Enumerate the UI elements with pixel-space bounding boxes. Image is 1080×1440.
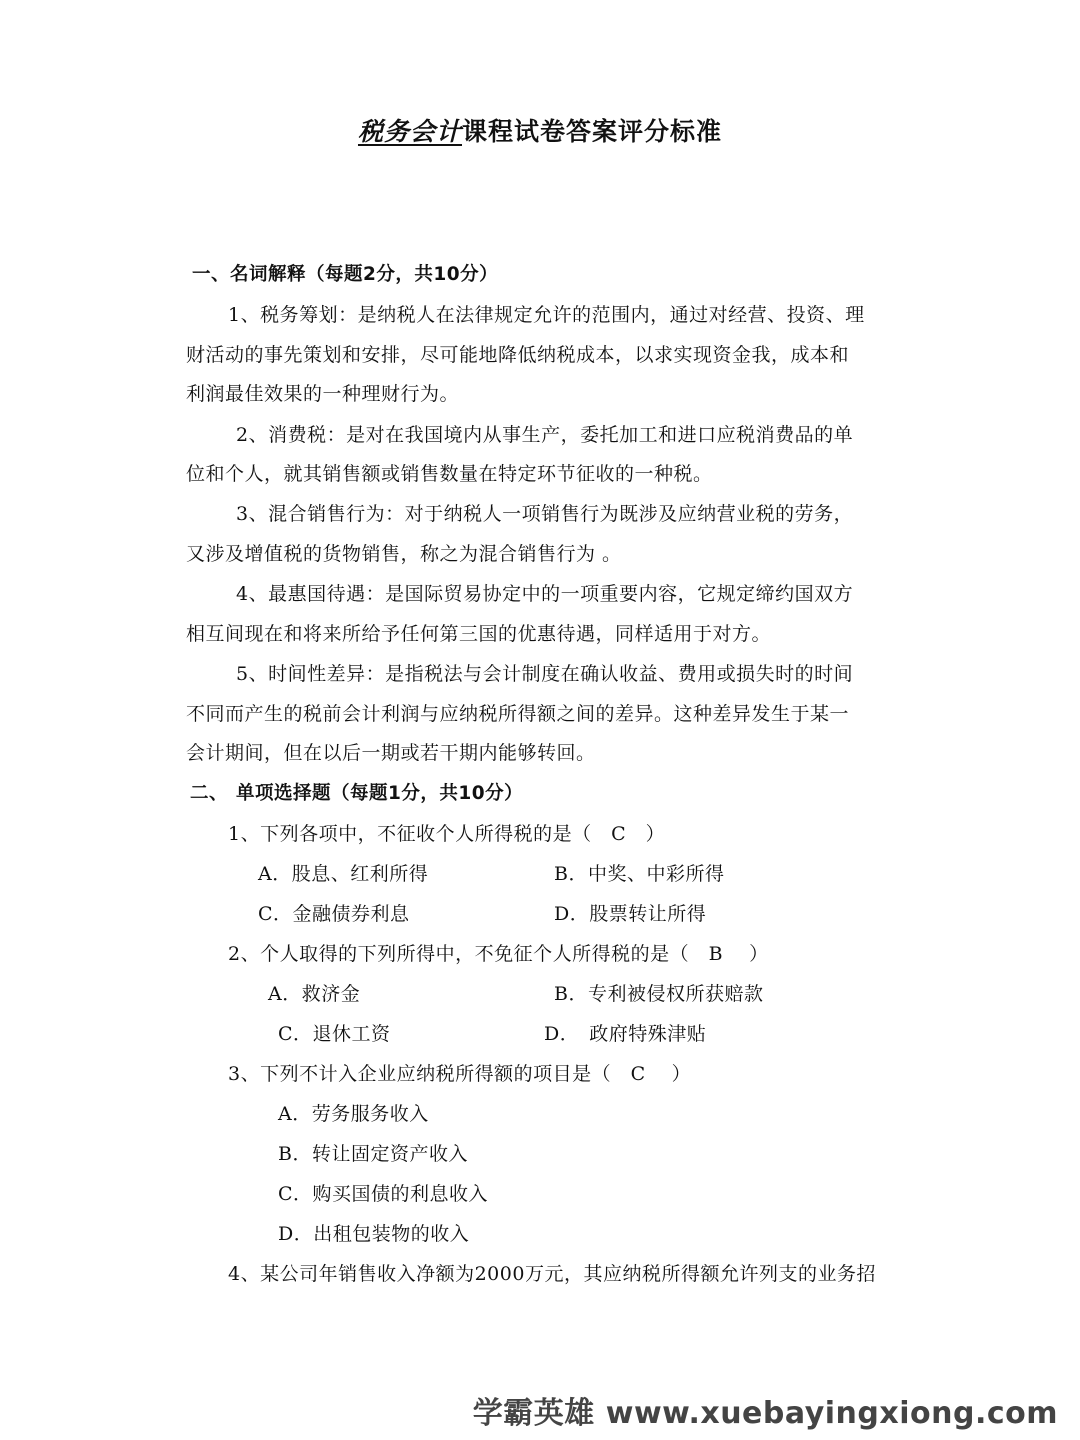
question-option: D．出租包装物的收入: [278, 1223, 470, 1245]
section-heading-single-choice: 单项选择题（每题1分，共10分）: [236, 783, 524, 804]
question-stem: 4、某公司年销售收入净额为2000万元，其应纳税所得额允许列支的业务招: [228, 1263, 876, 1285]
definition-line: 位和个人，就其销售额或销售数量在特定环节征收的一种税。: [186, 463, 713, 485]
question-option: D． 政府特殊津贴: [544, 1023, 707, 1045]
question-stem: 3、下列不计入企业应纳税所得额的项目是（ C ）: [228, 1063, 692, 1085]
question-option: B．转让固定资产收入: [278, 1143, 468, 1165]
question-option: D．股票转让所得: [554, 903, 707, 925]
question-option: B．专利被侵权所获赔款: [554, 983, 764, 1005]
definition-line: 4、最惠国待遇：是国际贸易协定中的一项重要内容，它规定缔约国双方: [236, 583, 854, 605]
definition-line: 1、税务筹划：是纳税人在法律规定允许的范围内，通过对经营、投资、理: [228, 304, 865, 326]
question-option: C．金融债券利息: [258, 903, 410, 925]
watermark: 学霸英雄 www.xuebayingxiong.com: [472, 1396, 1058, 1431]
question-option: A．救济金: [268, 983, 361, 1005]
section-heading-number: 二、: [190, 783, 229, 804]
definition-line: 2、消费税：是对在我国境内从事生产，委托加工和进口应税消费品的单: [236, 424, 854, 446]
title-text: 课程试卷答案评分标准: [462, 117, 723, 146]
definition-line: 相互间现在和将来所给予任何第三国的优惠待遇，同样适用于对方。: [186, 623, 772, 645]
definition-line: 又涉及增值税的货物销售，称之为混合销售行为 。: [186, 543, 622, 565]
definition-line: 会计期间，但在以后一期或若干期内能够转回。: [186, 742, 596, 764]
question-stem: 2、个人取得的下列所得中，不免征个人所得税的是（ B ）: [228, 943, 769, 965]
section-heading-definitions: 一、名词解释（每题2分，共10分）: [192, 264, 499, 285]
question-option: C．退休工资: [278, 1023, 391, 1045]
question-option: A．劳务服务收入: [278, 1103, 429, 1125]
question-option: A．股息、红利所得: [258, 863, 429, 885]
definition-line: 财活动的事先策划和安排，尽可能地降低纳税成本，以求实现资金我，成本和: [186, 344, 850, 366]
definition-line: 5、时间性差异：是指税法与会计制度在确认收益、费用或损失时的时间: [236, 663, 854, 685]
course-name: 税务会计: [357, 117, 462, 146]
definition-line: 3、混合销售行为：对于纳税人一项销售行为既涉及应纳营业税的劳务，: [236, 503, 854, 525]
definition-line: 不同而产生的税前会计利润与应纳税所得额之间的差异。这种差异发生于某一: [186, 703, 850, 725]
question-option: B．中奖、中彩所得: [554, 863, 725, 885]
question-stem: 1、下列各项中，不征收个人所得税的是（ C ）: [228, 823, 666, 845]
page-title: [0, 112, 1080, 148]
question-option: C．购买国债的利息收入: [278, 1183, 489, 1205]
definition-line: 利润最佳效果的一种理财行为。: [186, 383, 460, 405]
